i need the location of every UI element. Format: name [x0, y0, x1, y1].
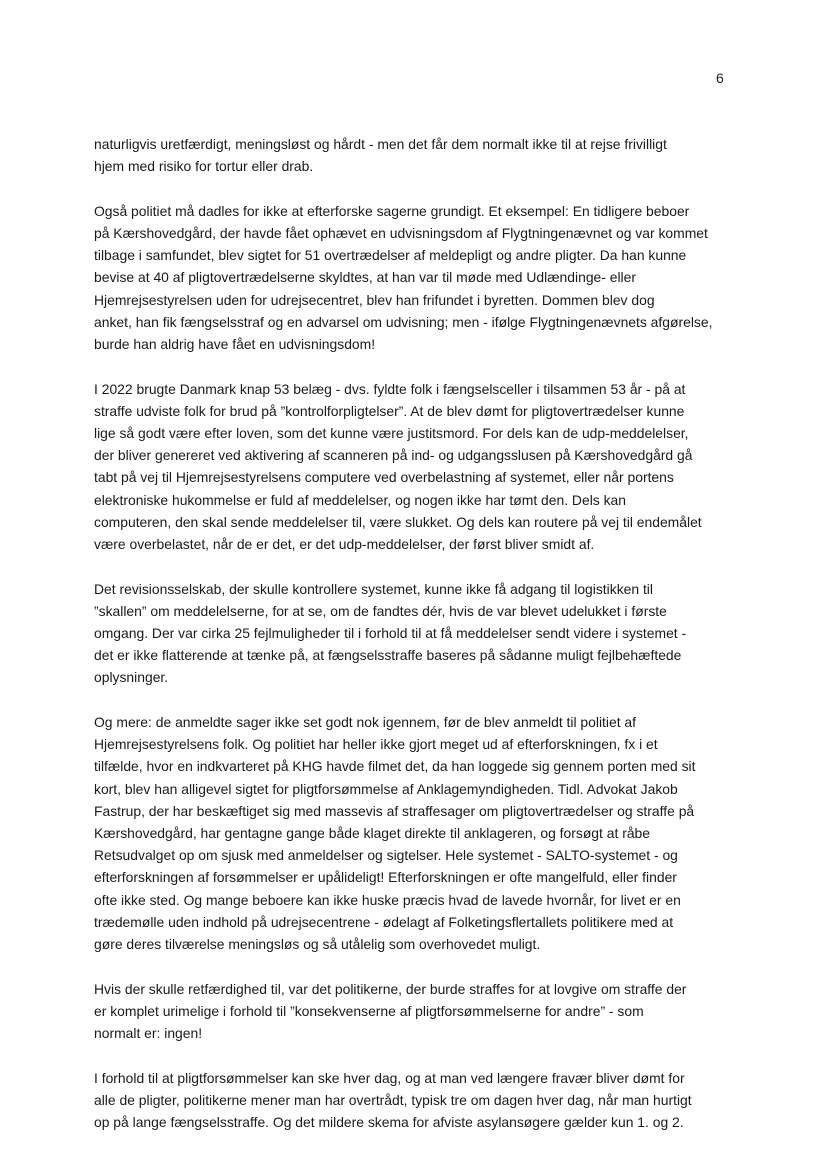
text-line: tabt på vej til Hjemrejsestyrelsens computere ved overbelastning af systemet, eller når portens [94, 469, 674, 486]
text-line: alle de pligter, politikerne mener man har overtrådt, typisk tre om dagen hver dag, når man hurtigt [94, 1091, 692, 1108]
paragraph-3 [94, 378, 744, 556]
text-line: Fastrup, der har beskæftiget sig med massevis af straffesager om pligtovertrædelser og straffe på [94, 802, 695, 819]
document-body [94, 133, 744, 1156]
text-line: lige så godt være efter loven, som det kunne være justitsmord. For dels kan de udp-meddelelser, [94, 425, 689, 442]
text-line: ”skallen” om meddelelserne, for at se, om de fandtes dér, hvis de var blevet udelukket i første [94, 602, 667, 619]
text-line: Retsudvalget op om sjusk med anmeldelser og sigtelser. Hele systemet - SALTO-systemet - og [94, 847, 678, 864]
paragraph-6 [94, 978, 744, 1045]
text-line: Det revisionsselskab, der skulle kontrollere systemet, kunne ikke få adgang til logistikken til [94, 580, 653, 597]
text-line: straffe udviste folk for brud på ”kontrolforpligtelser”. At de blev dømt for pligtovertrædelser kunne [94, 402, 685, 419]
page-number: 6 [716, 70, 724, 86]
text-line: trædemølle uden indhold på udrejsecentrene - ødelagt af Folketingsflertallets politikere med at [94, 913, 674, 930]
text-line: naturligvis uretfærdigt, meningsløst og hårdt - men det får dem normalt ikke til at rejse frivilligt [94, 136, 667, 152]
text-line: Også politiet må dadles for ikke at efterforske sagerne grundigt. Et eksempel: En tidligere beboer [94, 202, 690, 219]
text-line: Hjemrejsestyrelsen uden for udrejsecentret, blev han frifundet i byretten. Dommen blev dog [94, 291, 655, 308]
text-line: er komplet urimelige i forhold til ”konsekvenserne af pligtforsømmelserne for andre” - som [94, 1002, 644, 1019]
paragraph-4 [94, 578, 744, 689]
paragraph-7 [94, 1067, 744, 1134]
text-line: tilfælde, hvor en indkvarteret på KHG havde filmet det, da han loggede sig gennem porten med sit [94, 758, 696, 775]
paragraph-2 [94, 200, 744, 355]
text-line: elektroniske hukommelse er fuld af meddelelser, og nogen ikke har tømt den. Dels kan [94, 491, 626, 508]
text-line: anket, han fik fængselsstraf og en advarsel om udvisning; men - ifølge Flygtningenævnets afgørelse, [94, 313, 713, 330]
text-line: bevise at 40 af pligtovertrædelserne skyldtes, at han var til møde med Udlændinge- eller [94, 269, 636, 286]
text-line: oplysninger. [94, 669, 169, 686]
text-line: Og mere: de anmeldte sager ikke set godt nok igennem, før de blev anmeldt til politiet af [94, 714, 637, 731]
text-line: Hvis der skulle retfærdighed til, var det politikerne, der burde straffes for at lovgive om straffe der [94, 980, 687, 997]
paragraph-5 [94, 711, 744, 955]
text-line: ofte ikke sted. Og mange beboere kan ikke huske præcis hvad de lavede hvornår, for livet er en [94, 891, 681, 908]
text-line: I forhold til at pligtforsømmelser kan ske hver dag, og at man ved længere fravær bliver dømt for [94, 1069, 685, 1086]
paragraph-1 [94, 133, 744, 177]
text-line: der bliver genereret ved aktivering af scanneren på ind- og udgangsslusen på Kærshovedgård gå [94, 447, 693, 464]
text-line: være overbelastet, når de er det, er det udp-meddelelser, der først bliver smidt af. [94, 536, 595, 553]
text-line: I 2022 brugte Danmark knap 53 belæg - dvs. fyldte folk i fængselsceller i tilsammen 53 år - på at [94, 380, 686, 397]
text-line: hjem med risiko for tortur eller drab. [94, 158, 314, 175]
text-line: computeren, den skal sende meddelelser til, være slukket. Og dels kan routere på vej til endemålet [94, 513, 702, 530]
text-line: Hjemrejsestyrelsens folk. Og politiet har heller ikke gjort meget ud af efterforskningen, fx i et [94, 736, 658, 753]
text-line: Kærshovedgård, har gentagne gange både klaget direkte til anklageren, og forsøgt at råbe [94, 825, 650, 842]
text-line: på Kærshovedgård, der havde fået ophævet en udvisningsdom af Flygtningenævnet og var kommet [94, 225, 708, 241]
text-line: burde han aldrig have fået en udvisningsdom! [94, 336, 376, 353]
text-line: kort, blev han alligevel sigtet for pligtforsømmelse af Anklagemyndigheden. Tidl. Advokat Jakob [94, 780, 678, 797]
text-line: op på lange fængselsstraffe. Og det mildere skema for afviste asylansøgere gælder kun 1. og 2. [94, 1114, 684, 1131]
text-line: normalt er: ingen! [94, 1025, 203, 1042]
text-line: tilbage i samfundet, blev sigtet for 51 overtrædelser af meldepligt og andre pligter. Da han kunne [94, 247, 687, 264]
text-line: det er ikke flatterende at tænke på, at fængselsstraffe baseres på sådanne muligt fejlbehæftede [94, 647, 682, 664]
text-line: efterforskningen af forsømmelser er upålideligt! Efterforskningen er ofte mangelfuld, eller finder [94, 869, 677, 886]
text-line: omgang. Der var cirka 25 fejlmuligheder til i forhold til at få meddelelser sendt videre i systemet - [94, 625, 687, 642]
text-line: gøre deres tilværelse meningsløs og så utålelig som overhovedet muligt. [94, 936, 541, 953]
